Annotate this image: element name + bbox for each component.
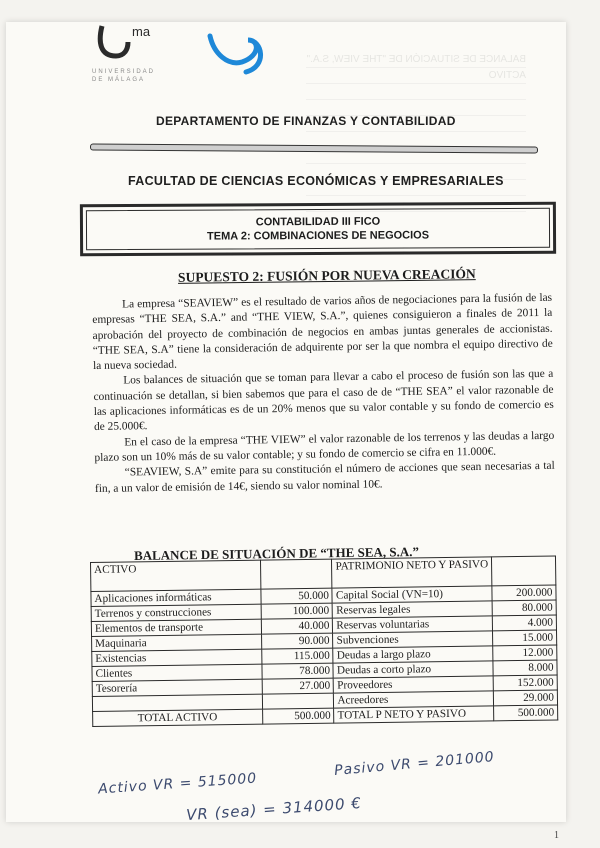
paragraph: En el caso de la empresa “THE VIEW” el valor razonable de los terrenos y las deudas a largo plazo son un 10% más de su valor contable; y su fondo de comercio se cifra en 11.000€. [94, 429, 555, 464]
exercise-title: SUPUESTO 2: FUSIÓN POR NUEVA CREACIÓN [177, 266, 476, 285]
total-pasivo-label: TOTAL P NETO Y PASIVO [334, 706, 494, 723]
table-row: Acreedores 29.000 [92, 690, 557, 711]
handwritten-activo: Activo VR = 515000 [97, 770, 258, 798]
paragraph: La empresa “SEAVIEW” es el resultado de varios años de negociaciones para la fusión de las empresas “THE SEA, S.A.” and “THE VIEW, S.A.”, quienes consiguieron a finales de 2011 la aprobación del proyecto de combinación de negocios en ambas juntas generales de accionistas. “THE SEA, S.A” tiene la consideración de adquirente por ser la que nombra el equipo directivo de la nueva sociedad. [92, 291, 553, 373]
faculty-heading: FACULTAD DE CIENCIAS ECONÓMICAS Y EMPRESARIALES [128, 174, 504, 188]
total-activo-value: 500.000 [262, 708, 334, 724]
table-row: Elementos de transporte 40.000 Reservas voluntarias 4.000 [91, 615, 556, 636]
page-mark: 1 [554, 830, 559, 841]
balance-sheet-table [90, 555, 558, 726]
exercise-statement [92, 291, 555, 497]
table-row: Terrenos y construcciones 100.000 Reservas legales 80.000 [91, 600, 556, 621]
university-name: UNIVERSIDAD DE MÁLAGA [92, 69, 156, 83]
activo-header: ACTIVO [91, 560, 261, 591]
total-activo-label: TOTAL ACTIVO [93, 709, 263, 726]
table-row: Maquinaria 90.000 Subvenciones 15.000 [92, 630, 557, 651]
handwritten-vr-sea: VR (sea) = 314000 € [185, 793, 363, 825]
table-row: Existencias 115.000 Deudas a largo plazo 12.000 [92, 645, 557, 666]
table-row: Clientes 78.000 Deudas a corto plazo 8.000 [92, 660, 557, 681]
pasivo-header: PATRIMONIO NETO Y PASIVO [332, 557, 492, 588]
total-pasivo-value: 500.000 [494, 705, 558, 721]
table-row: Tesorería 27.000 Proveedores 152.000 [92, 675, 557, 696]
blue-logo-mark [202, 26, 272, 76]
table-row: Aplicaciones informáticas 50.000 Capital Social (VN=10) 200.000 [91, 585, 556, 606]
document-page [6, 22, 566, 841]
bleed-through-text: BALANCE DE SITUACIÓN DE "THE VIEW, S.A." ACTIVO [306, 52, 526, 222]
paragraph: Los balances de situación que se toman para llevar a cabo el proceso de fusión son las que a continuación se detallan, si bien sabemos que para el caso de de “THE SEA” el valor razonable de las aplicaciones informáticas es de un 20% menos que su valor contable y su fondo de comercio es de 25.000€. [93, 368, 554, 434]
handwritten-pasivo: Pasivo VR = 201000 [333, 749, 496, 779]
balance-title: BALANCE DE SITUACIÓN DE “THE SEA, S.A.” [133, 544, 420, 563]
department-heading: DEPARTAMENTO DE FINANZAS Y CONTABILIDAD [156, 114, 456, 128]
paragraph: “SEAVIEW, S.A” emite para su constitución el número de acciones que sean necesarias a tal fin, a un valor de emisión de 14€, siendo su valor nominal 10€. [94, 460, 555, 495]
course-title: CONTABILIDAD III FICO [255, 215, 381, 229]
logo-suffix: ma [132, 24, 151, 39]
course-box [80, 202, 556, 256]
topic-title: TEMA 2: COMBINACIONES DE NEGOCIOS [206, 229, 430, 243]
